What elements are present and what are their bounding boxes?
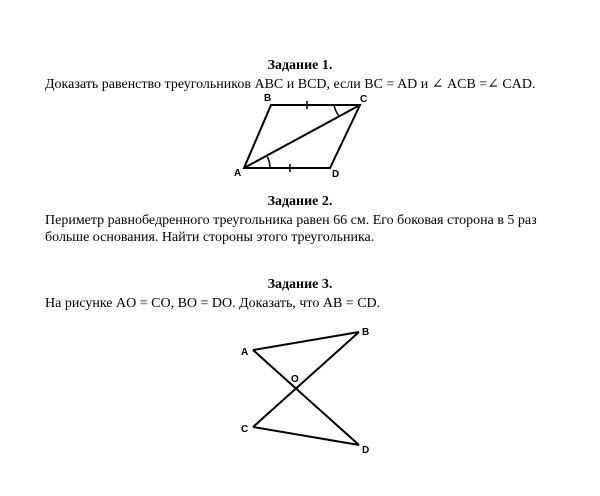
task3-text: На рисунке AO = CO, BO = DO. Доказать, что AB = CD. xyxy=(45,296,381,311)
label-d: D xyxy=(332,169,340,180)
angle-arc-cad xyxy=(267,156,270,168)
task1-text: Доказать равенство треугольников ABC и BCD, если BC = AD и ∠ ACB =∠ CAD. xyxy=(45,77,536,92)
label-o: O xyxy=(291,374,299,385)
crossed-triangles-figure xyxy=(236,322,376,457)
label-b: B xyxy=(362,327,370,338)
task1-title: Задание 1. xyxy=(267,58,333,73)
task3-title: Задание 3. xyxy=(267,277,333,292)
task2-title: Задание 2. xyxy=(267,194,333,209)
crossed-triangles-lines xyxy=(253,332,359,445)
task2-text: Периметр равнобедренного треугольника равен 66 см. Его боковая сторона в 5 раз больше основания. Найти стороны этого треугольника. xyxy=(45,213,537,245)
label-c: C xyxy=(241,424,249,435)
label-c: C xyxy=(360,94,368,105)
label-d: D xyxy=(362,445,370,456)
segment-ad xyxy=(253,350,359,445)
parallelogram-lines xyxy=(244,105,360,168)
segment-bc xyxy=(253,332,359,427)
label-b: B xyxy=(264,93,272,104)
label-a: A xyxy=(241,347,249,358)
diagonal-ac xyxy=(244,105,360,168)
angle-arc-acb xyxy=(334,105,339,116)
label-a: A xyxy=(234,168,242,179)
parallelogram-figure xyxy=(226,90,376,182)
